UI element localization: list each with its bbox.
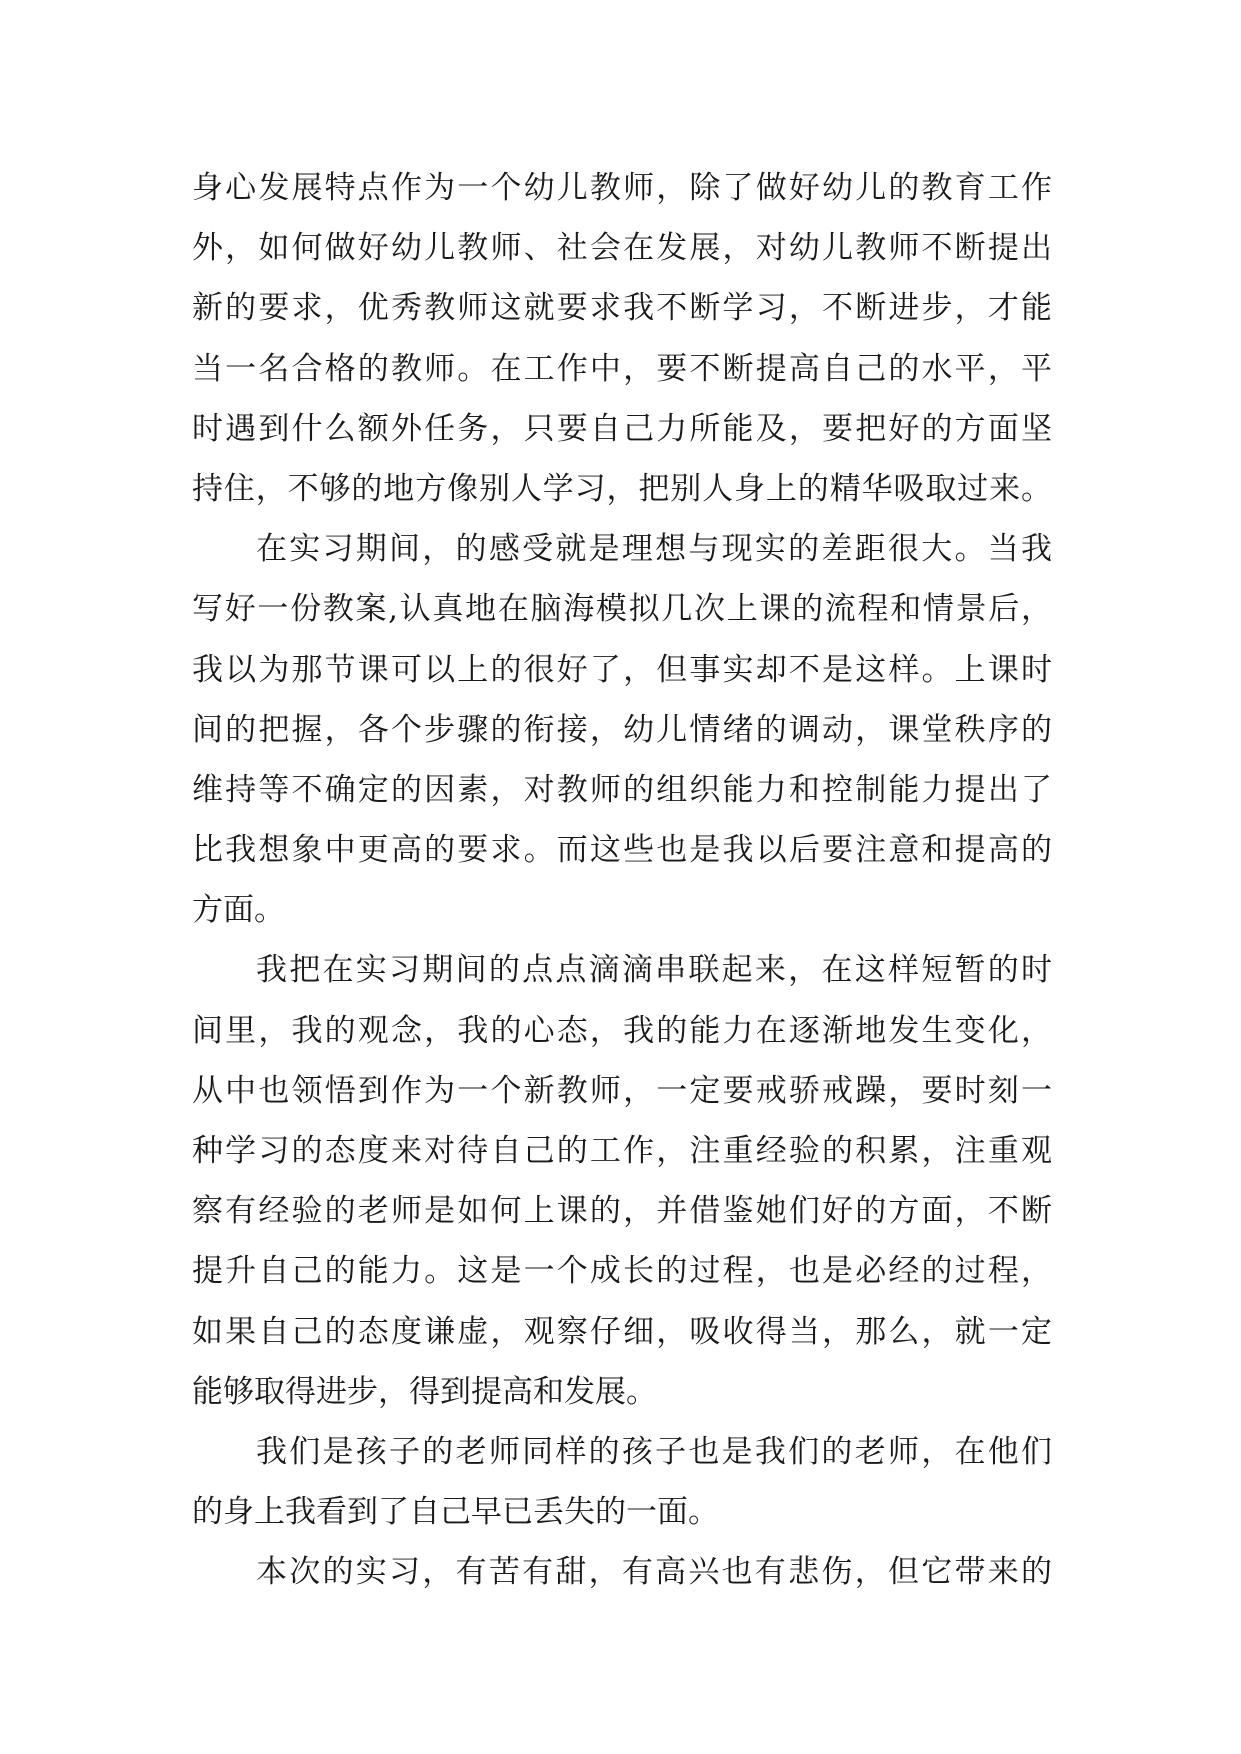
text-line: 身心发展特点作为一个幼儿教师，除了做好幼儿的教育工作 — [192, 170, 1052, 206]
text-line: 的身上我看到了自己早已丢失的一面。 — [192, 1494, 719, 1531]
text-line: 从中也领悟到作为一个新教师，一定要戒骄戒躁，要时刻一 — [192, 1072, 1052, 1109]
text-line: 方面。 — [192, 892, 285, 929]
text-line: 种学习的态度来对待自己的工作，注重经验的积累，注重观 — [192, 1133, 1052, 1169]
text-line: 时遇到什么额外任务，只要自己力所能及，要把好的方面坚 — [192, 410, 1052, 447]
text-line: 持住，不够的地方像别人学习，把别人身上的精华吸取过来。 — [192, 470, 1052, 507]
text-line: 我们是孩子的老师同样的孩子也是我们的老师，在他们 — [256, 1433, 1052, 1470]
text-line: 我把在实习期间的点点滴滴串联起来，在这样短暂的时 — [256, 952, 1052, 989]
text-line: 察有经验的老师是如何上课的，并借鉴她们好的方面，不断 — [192, 1193, 1052, 1230]
text-line: 当一名合格的教师。在工作中，要不断提高自己的水平，平 — [192, 350, 1052, 387]
text-line: 如果自己的态度谦虚，观察仔细，吸收得当，那么，就一定 — [192, 1313, 1052, 1350]
text-line: 比我想象中更高的要求。而这些也是我以后要注意和提高的 — [192, 832, 1052, 869]
text-line: 提升自己的能力。这是一个成长的过程，也是必经的过程， — [192, 1253, 1052, 1290]
text-line: 外，如何做好幼儿教师、社会在发展，对幼儿教师不断提出 — [192, 230, 1052, 267]
document-body — [192, 158, 1052, 1603]
text-line: 间的把握，各个步骤的衔接，幼儿情绪的调动，课堂秩序的 — [192, 711, 1052, 748]
text-line: 本次的实习，有苦有甜，有高兴也有悲伤，但它带来的 — [256, 1554, 1052, 1591]
text-line: 写好一份教案,认真地在脑海模拟几次上课的流程和情景后， — [192, 591, 1052, 628]
text-line: 我以为那节课可以上的很好了，但事实却不是这样。上课时 — [192, 651, 1052, 688]
text-line: 间里，我的观念，我的心态，我的能力在逐渐地发生变化， — [192, 1012, 1052, 1049]
text-line: 能够取得进步，得到提高和发展。 — [192, 1373, 657, 1410]
text-line: 新的要求，优秀教师这就要求我不断学习，不断进步，才能 — [192, 290, 1052, 327]
text-line: 在实习期间，的感受就是理想与现实的差距很大。当我 — [256, 531, 1052, 568]
text-line: 维持等不确定的因素，对教师的组织能力和控制能力提出了 — [192, 771, 1052, 808]
